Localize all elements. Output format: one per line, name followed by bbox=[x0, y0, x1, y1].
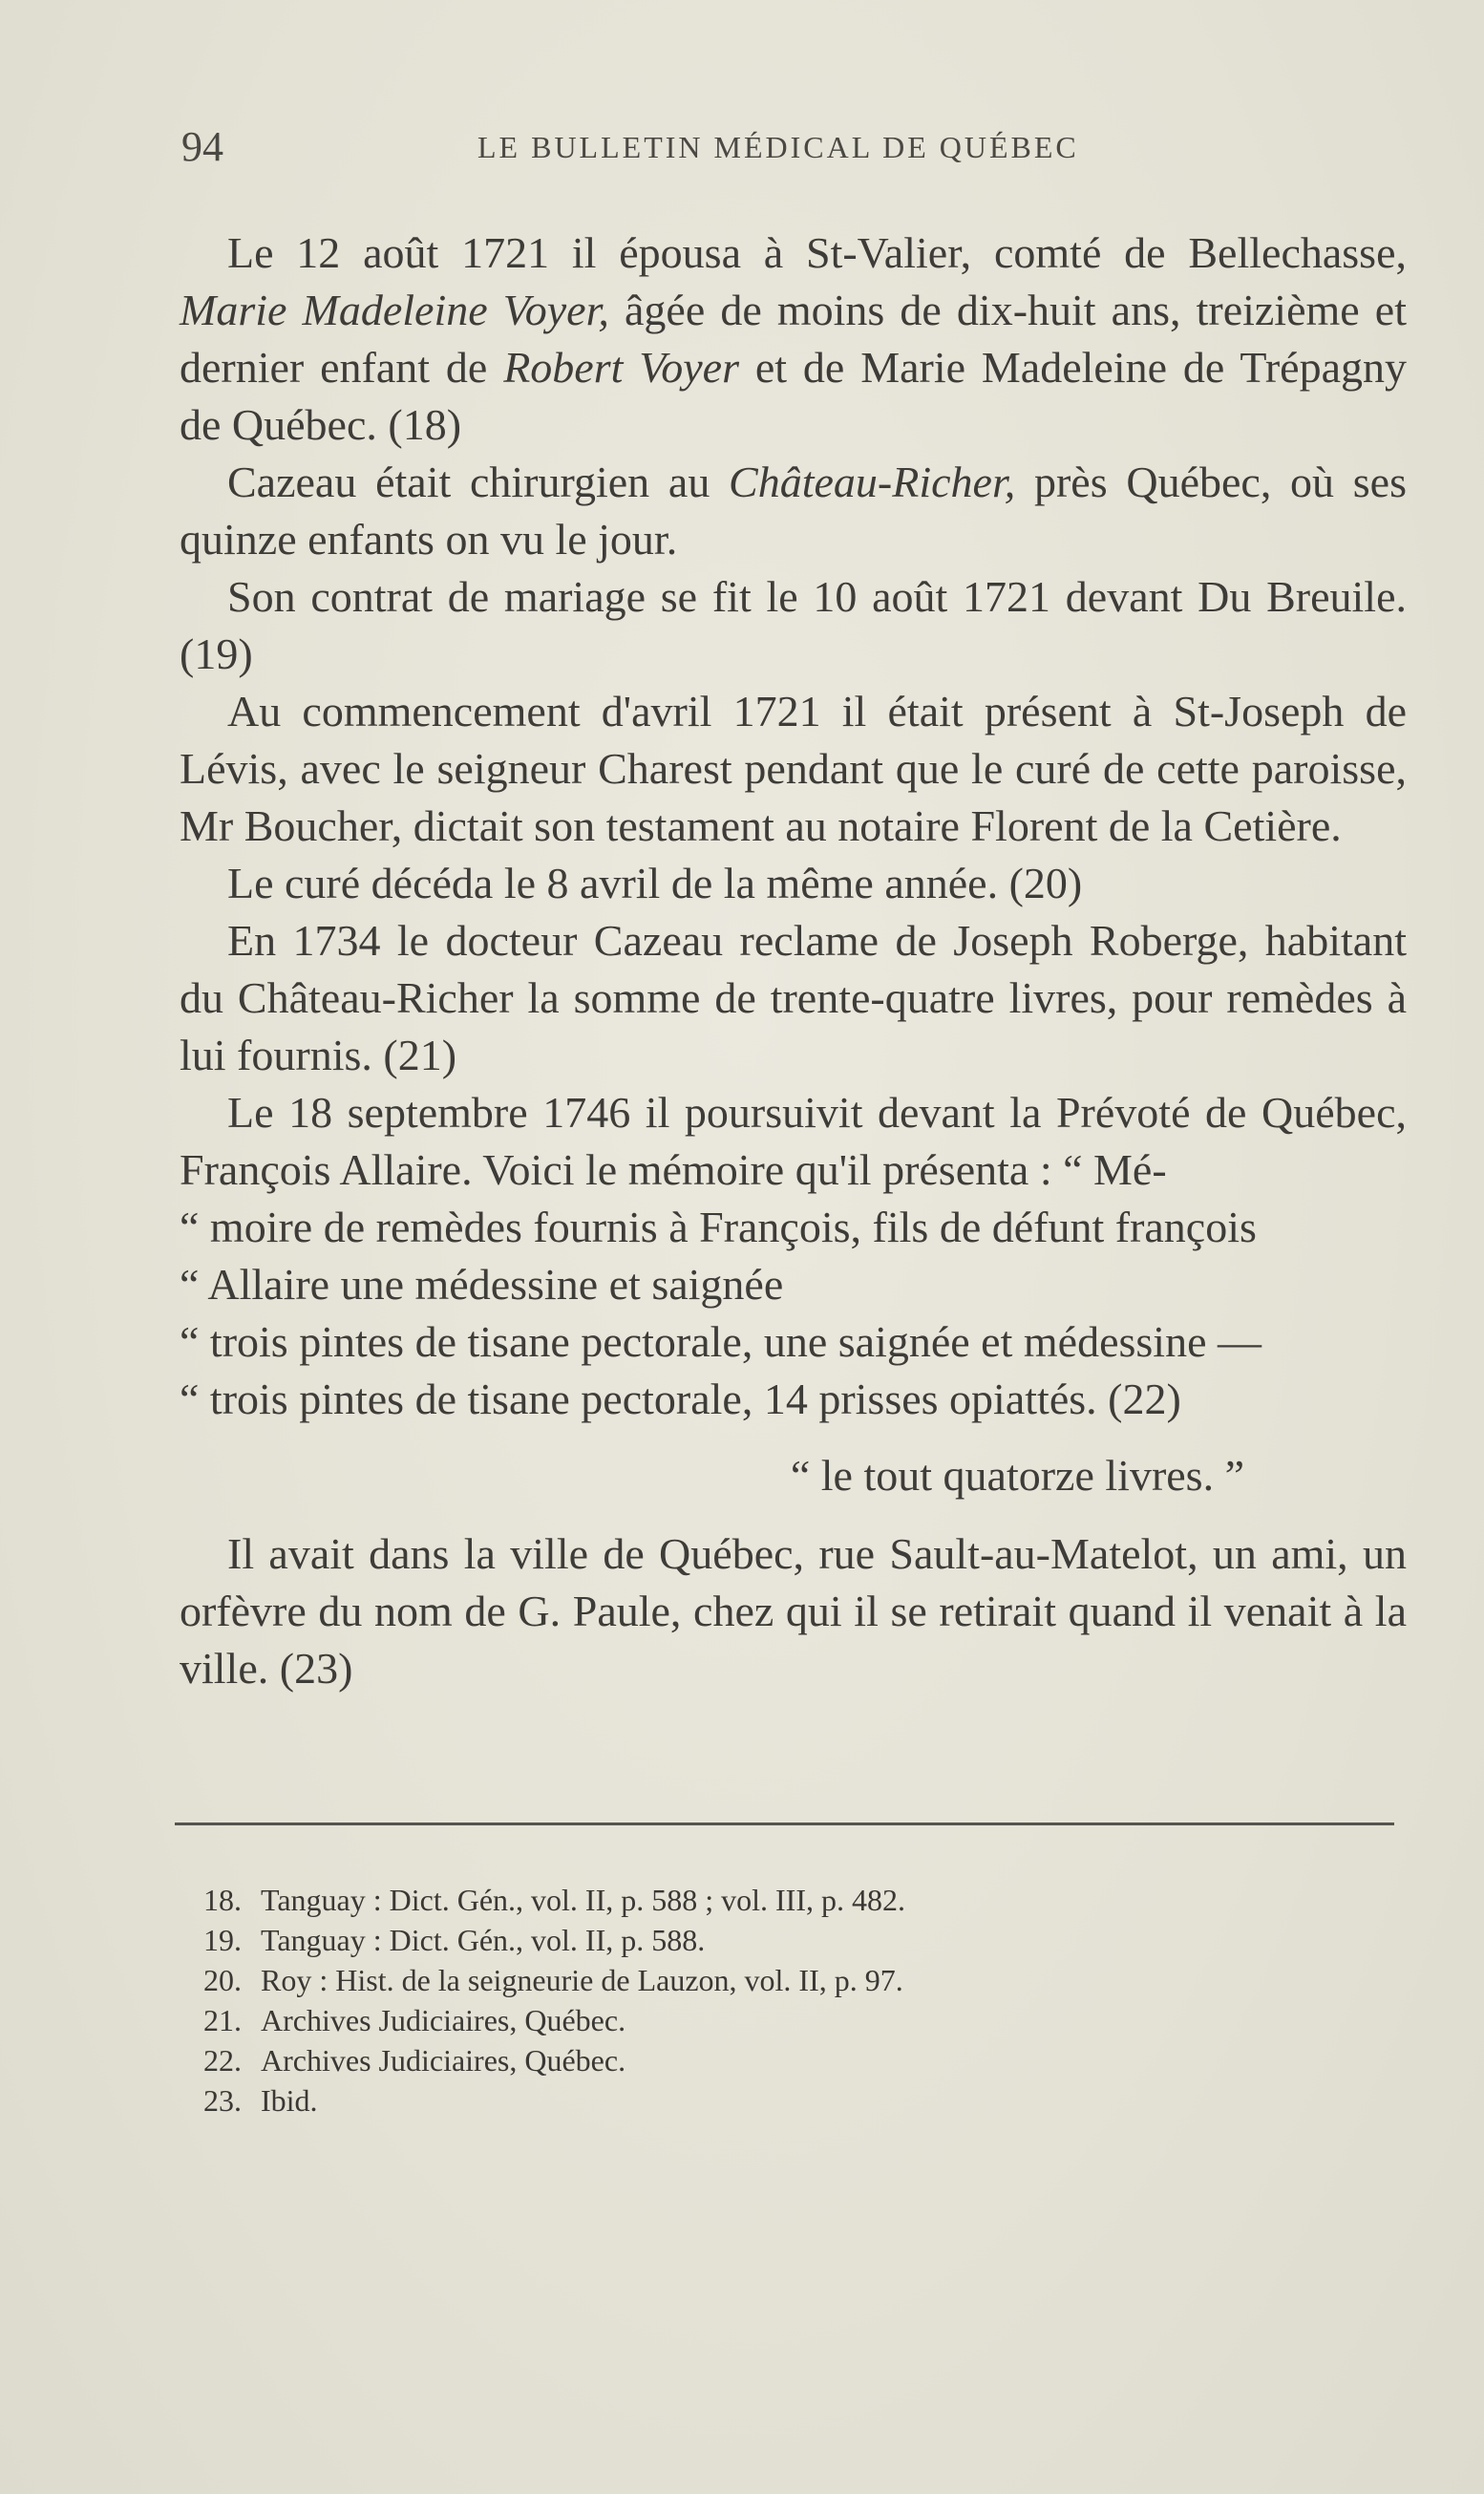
paragraph-contract: Son contrat de mariage se fit le 10 août 1721 devant Du Breuile. (19) bbox=[180, 572, 1407, 678]
memoire-quote-line: “ trois pintes de tisane pectorale, une saignée et médessine — bbox=[180, 1317, 1261, 1366]
footnote-number: 22. bbox=[203, 2043, 242, 2078]
footnote-number: 20. bbox=[203, 1963, 242, 1997]
paragraph-1746-lawsuit: Le 18 septembre 1746 il poursuivit devant la Prévoté de Québec, François Allaire. Voici le mémoire qu'il présenta : “ Mé- bbox=[180, 1088, 1407, 1194]
paragraph-marriage bbox=[180, 224, 1407, 454]
footnote-text: Ibid. bbox=[261, 2083, 318, 2118]
footnote bbox=[203, 1960, 1158, 2000]
body-text bbox=[180, 224, 1407, 1697]
paragraph-text: et de Marie Madeleine de Trépagny de Québec. (18) bbox=[180, 343, 1407, 449]
footnote bbox=[203, 1880, 1158, 1920]
footnote-rule bbox=[175, 1823, 1394, 1825]
footnote-number: 19. bbox=[203, 1923, 242, 1957]
paragraph-quebec-friend: Il avait dans la ville de Québec, rue Sault-au-Matelot, un ami, un orfèvre du nom de G. Paule, chez qui il se retirait quand il venait à la ville. (23) bbox=[180, 1529, 1407, 1693]
memoire-quote-line: “ moire de remèdes fournis à François, fils de défunt françois bbox=[180, 1203, 1257, 1251]
footnote-number: 21. bbox=[203, 2003, 242, 2037]
paragraph-text: Cazeau était chirurgien au bbox=[227, 458, 730, 506]
memoire-quote-line: “ trois pintes de tisane pectorale, 14 prisses opiattés. (22) bbox=[180, 1375, 1181, 1423]
footnote-text: Archives Judiciaires, Québec. bbox=[261, 2003, 626, 2037]
paragraph-1734-claim: En 1734 le docteur Cazeau reclame de Joseph Roberge, habitant du Château-Richer la somme de trente-quatre livres, pour remèdes à lui fournis. (21) bbox=[180, 916, 1407, 1079]
memoire-quote-total: “ le tout quatorze livres. ” bbox=[790, 1451, 1244, 1500]
journal-title: LE BULLETIN MÉDICAL DE QUÉBEC bbox=[477, 130, 1079, 164]
paragraph-text: âgée de moins de dix-huit ans, treizième et dernier enfant de bbox=[180, 286, 1407, 392]
footnote-text: Tanguay : Dict. Gén., vol. II, p. 588 ; vol. III, p. 482. bbox=[261, 1883, 905, 1917]
footnote bbox=[203, 2000, 1158, 2040]
italic-name: Robert Voyer bbox=[503, 343, 739, 392]
footnotes bbox=[203, 1880, 1158, 2121]
footnote bbox=[203, 2080, 1158, 2121]
paragraph-april-1721: Au commencement d'avril 1721 il était présent à St-Joseph de Lévis, avec le seigneur Charest pendant que le curé de cette paroisse, Mr Boucher, dictait son testament au notaire Florent de la Cetière. bbox=[180, 687, 1407, 850]
footnote-text: Roy : Hist. de la seigneurie de Lauzon, vol. II, p. 97. bbox=[261, 1963, 903, 1997]
paragraph-text: près Québec, où ses quinze enfants on vu le jour. bbox=[180, 458, 1407, 564]
footnote bbox=[203, 2040, 1158, 2080]
footnote-text: Tanguay : Dict. Gén., vol. II, p. 588. bbox=[261, 1923, 706, 1957]
italic-place: Château-Richer, bbox=[729, 458, 1016, 506]
paragraph-surgeon bbox=[180, 454, 1407, 568]
running-head bbox=[181, 122, 1413, 180]
footnote-number: 18. bbox=[203, 1883, 242, 1917]
page-number: 94 bbox=[181, 123, 223, 170]
paragraph-cure-death: Le curé décéda le 8 avril de la même année. (20) bbox=[227, 859, 1083, 907]
memoire-quote-line: “ Allaire une médessine et saignée bbox=[180, 1260, 784, 1309]
paragraph-text: Le 12 août 1721 il épousa à St-Valier, comté de Bellechasse, bbox=[227, 228, 1407, 277]
footnote bbox=[203, 1920, 1158, 1960]
footnote-number: 23. bbox=[203, 2083, 242, 2118]
footnote-text: Archives Judiciaires, Québec. bbox=[261, 2043, 626, 2078]
italic-name: Marie Madeleine Voyer, bbox=[180, 286, 609, 334]
